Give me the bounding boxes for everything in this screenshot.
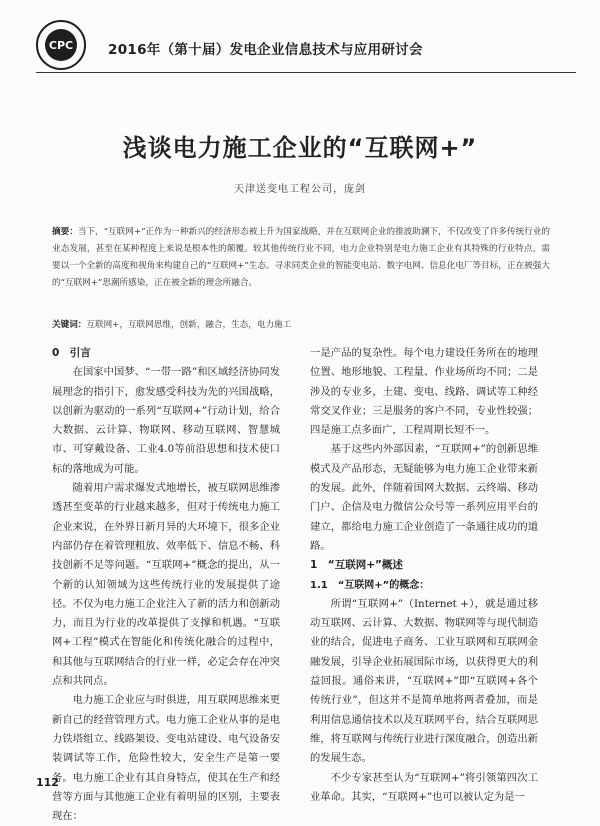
section-heading-intro: 0 引言 bbox=[52, 347, 91, 359]
logo-text: CPC bbox=[48, 39, 74, 52]
keywords-label: 关键词： bbox=[52, 320, 87, 330]
body-paragraph: 在国家中国梦、“一带一路”和区域经济协同发展理念的指引下，愈发感受科技为先的兴国战略，以创新为驱动的一系列“互联网+”行动计划，给合大数据、云计算、物联网、移动互联网、智慧城市、可穿戴设备、工业4.0等前沿思想和技术使口标的落地成为可能。 bbox=[52, 366, 280, 475]
right-column bbox=[310, 344, 538, 807]
body-paragraph: 随着用户需求爆发式地增长，被互联网思维渗透甚至变革的行业越来越多，但对于传统电力施工企业来说，在外界日新月异的大环境下，很多企业内部仍存在着管理粗放、效率低下、信息不畅、科技创新不足等问题。“互联网+”概念的提出，从一个新的认知领域为这些传统行业的发展提供了途径。不仅为电力施工企业注入了新的活力和创新动力，而且为行业的改革提供了支撑和机遇。“互联网+工程”模式在智能化和传统化融合的过程中，和其他与互联网结合的行业一样，必定会存在冲突点和共同点。 bbox=[52, 482, 280, 688]
body-paragraph: 所谓“互联网+”（Internet +），就是通过移动互联网、云计算、大数据、物联网等与现代制造业的结合，促进电子商务、工业互联网和互联网金融发展，引导企业拓展国际市场，以获得更大的利益回报。通俗来讲，“互联网+”即“互联网+各个传统行业”，但这并不是简单地将两者叠加，而是利用信息通信技术以及互联网平台，结合互联网思维，将互联网与传统行业进行深度融合，创造出新的发展生态。 bbox=[310, 597, 538, 765]
conference-header bbox=[36, 20, 576, 73]
body-paragraph: 一是产品的复杂性。每个电力建设任务所在的地理位置、地形地貌、工程量、作业场所均不同；二是涉及的专业多，土建、变电、线路、调试等工种经常交叉作业；三是服务的客户不同，专业性较强；四是施工点多面广，工程周期长短不一。 bbox=[310, 347, 538, 437]
keywords-text: 互联网+，互联网思维，创新，融合，生态，电力施工 bbox=[86, 320, 292, 330]
paper-title: 浅谈电力施工企业的“互联网+” bbox=[122, 134, 478, 162]
conference-logo bbox=[36, 20, 86, 70]
abstract-label: 摘要： bbox=[52, 227, 78, 237]
page-number: 112 bbox=[36, 776, 59, 789]
abstract bbox=[52, 224, 550, 292]
left-column bbox=[52, 344, 280, 826]
subsection-heading-concept: 1.1 “互联网+”的概念： bbox=[310, 579, 430, 591]
conference-title: 2016年（第十届）发电企业信息技术与应用研讨会 bbox=[108, 42, 423, 58]
section-heading-overview: 1 “互联网+”概述 bbox=[310, 559, 403, 572]
body-paragraph: 基于这些内外部因素，“互联网+”的创新思维模式及产品形态，无疑能够为电力施工企业带来新的发展。此外，伴随着国网大数据、云终端、移动门户、企信及电力微信公众号等一系列应用平台的建立，都给电力施工企业创造了一条通往成功的道路。 bbox=[310, 443, 538, 552]
abstract-text: 当下，“互联网+”正作为一种新兴的经济形态被上升为国家战略，并在互联网企业的推波助澜下，不仅改变了许多传统行业的业态发展，甚至在某种程度上来说是根本性的颠覆。较其他传统行业不同，电力企业特别是电力施工企业有其特殊的行业特点，需要以一个全新的高度和视角来构建自己的“互联网+”生态。寻求同类企业的智能变电站、数字电网、信息化电厂等目标，正在被强大的“互联网+”思潮所感染，正在被全新的理念所融合。 bbox=[52, 227, 550, 288]
body-paragraph: 不少专家甚至认为“互联网+”将引领第四次工业革命。其实，“互联网+”也可以被认定为是一 bbox=[310, 771, 538, 803]
keywords bbox=[52, 317, 550, 333]
paper-author: 天津送变电工程公司，庞剑 bbox=[234, 184, 366, 195]
body-paragraph: 电力施工企业应与时俱进，用互联网思维来更新自己的经营管理方式。电力施工企业从事的是电力铁塔组立、线路架设、变电站建设、电气设备安装调试等工作，危险性较大，安全生产是第一要务。电力施工企业有其自身特点，使其在生产和经营等方面与其他施工企业有着明显的区别，主要表现在： bbox=[52, 694, 280, 823]
svg-text:CPC bbox=[49, 39, 73, 52]
